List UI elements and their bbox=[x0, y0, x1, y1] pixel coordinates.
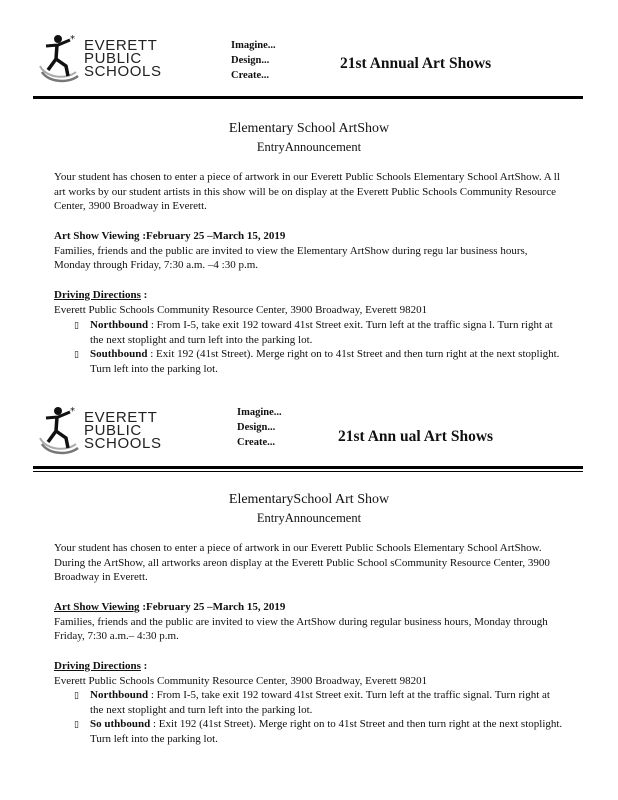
directions-label: Driving Directions bbox=[54, 289, 141, 301]
viewing-label: Art Show Viewing bbox=[54, 230, 140, 242]
viewing-dates: :February 25 –March 15, 2019 bbox=[139, 601, 286, 613]
direction-label: Southbound bbox=[90, 348, 148, 360]
logo-line-2: PUBLIC bbox=[84, 49, 142, 67]
tagline-create: Create... bbox=[237, 437, 275, 448]
directions-colon: : bbox=[140, 660, 148, 672]
runner-icon bbox=[38, 404, 82, 456]
bullet-icon: ▯ bbox=[74, 320, 79, 330]
bullet-icon: ▯ bbox=[74, 690, 79, 700]
direction-text: : From I-5, take exit 192 toward 41st Street exit. Turn left at the traffic signa l. Turn right at the next stoplight and turn left into the parking lot. bbox=[90, 319, 553, 346]
tagline-create: Create... bbox=[231, 70, 269, 81]
tagline-imagine: Imagine... bbox=[237, 407, 282, 418]
direction-text: : Exit 192 (41st Street). Merge right on to 41st Street and then turn right at the next stoplight. Turn left into the parking lot. bbox=[90, 348, 560, 375]
direction-text: : Exit 192 (41st Street). Merge right on to 41st Street and then turn right at the next stoplight. Turn left into the parking lot. bbox=[90, 718, 563, 745]
page-subtitle: EntryAnnouncement bbox=[256, 140, 362, 154]
tagline-design: Design... bbox=[237, 422, 276, 433]
bullet-icon: ▯ bbox=[74, 349, 79, 359]
viewing-text: Families, friends and the public are invited to view the Elementary ArtShow during regu lar business hours, Monday through Friday, 7:30 a.m. –4 :30 p.m. bbox=[54, 244, 528, 272]
svg-text:*: * bbox=[70, 34, 75, 45]
tagline-imagine: Imagine... bbox=[231, 40, 276, 51]
directions-label: Driving Directions bbox=[54, 660, 141, 672]
logo-line-2: PUBLIC bbox=[84, 421, 142, 439]
direction-label: So uthbound bbox=[90, 718, 151, 730]
viewing-text: Families, friends and the public are invited to view the ArtShow during regular business hours, Monday through Friday, 7:30 a.m.– 4:30 p.m. bbox=[54, 615, 548, 643]
logo-line-3: SCHOOLS bbox=[84, 434, 162, 452]
show-title: 21st Ann ual Art Shows bbox=[338, 428, 494, 445]
logo-line-1: EVERETT bbox=[84, 36, 158, 54]
address-text: Everett Public Schools Community Resource Center, 3900 Broadway, Everett 98201 bbox=[54, 303, 428, 316]
intro-paragraph: Your student has chosen to enter a piece of artwork in our Everett Public Schools Elementary School ArtShow. A ll art works by our student artists in this show will be on display at the Everett Public Schools Community Resource Center, 3900 Broadway in Everett. bbox=[54, 171, 560, 213]
viewing-block bbox=[54, 600, 564, 644]
page-title: ElementarySchool Art Show bbox=[228, 492, 390, 507]
district-logo bbox=[38, 404, 162, 456]
header-rule-thin bbox=[33, 471, 583, 472]
directions-block bbox=[54, 659, 564, 688]
direction-northbound bbox=[90, 688, 565, 717]
direction-label: Northbound bbox=[90, 689, 149, 701]
tagline-design: Design... bbox=[231, 55, 270, 66]
address-text: Everett Public Schools Community Resource Center, 3900 Broadway, Everett 98201 bbox=[54, 674, 428, 687]
direction-text: : From I-5, take exit 192 toward 41st Street exit. Turn left at the traffic signal. Turn right at the next stoplight and turn left into the parking lot. bbox=[90, 689, 550, 716]
page-subtitle: EntryAnnouncement bbox=[256, 511, 362, 525]
tagline bbox=[237, 405, 282, 450]
directions-colon: : bbox=[140, 289, 148, 301]
logo-line-1: EVERETT bbox=[84, 408, 158, 426]
header-rule-thick bbox=[33, 466, 583, 469]
direction-southbound bbox=[90, 717, 565, 746]
viewing-label: Art Show Viewing bbox=[54, 601, 140, 613]
direction-label: Northbound bbox=[90, 319, 149, 331]
show-title: 21st Annual Art Shows bbox=[340, 55, 492, 72]
logo-line-3: SCHOOLS bbox=[84, 62, 162, 80]
svg-text:*: * bbox=[70, 406, 75, 417]
page-title: Elementary School ArtShow bbox=[228, 121, 390, 136]
intro-paragraph: Your student has chosen to enter a piece of artwork in our Everett Public Schools Elementary School ArtShow. During the ArtShow, all artworks areon display at the Everett Public School sCommunity Resource Center, 3900 Broadway in Everett. bbox=[54, 542, 550, 584]
viewing-dates: :February 25 –March 15, 2019 bbox=[139, 230, 286, 242]
bullet-icon: ▯ bbox=[74, 719, 79, 729]
